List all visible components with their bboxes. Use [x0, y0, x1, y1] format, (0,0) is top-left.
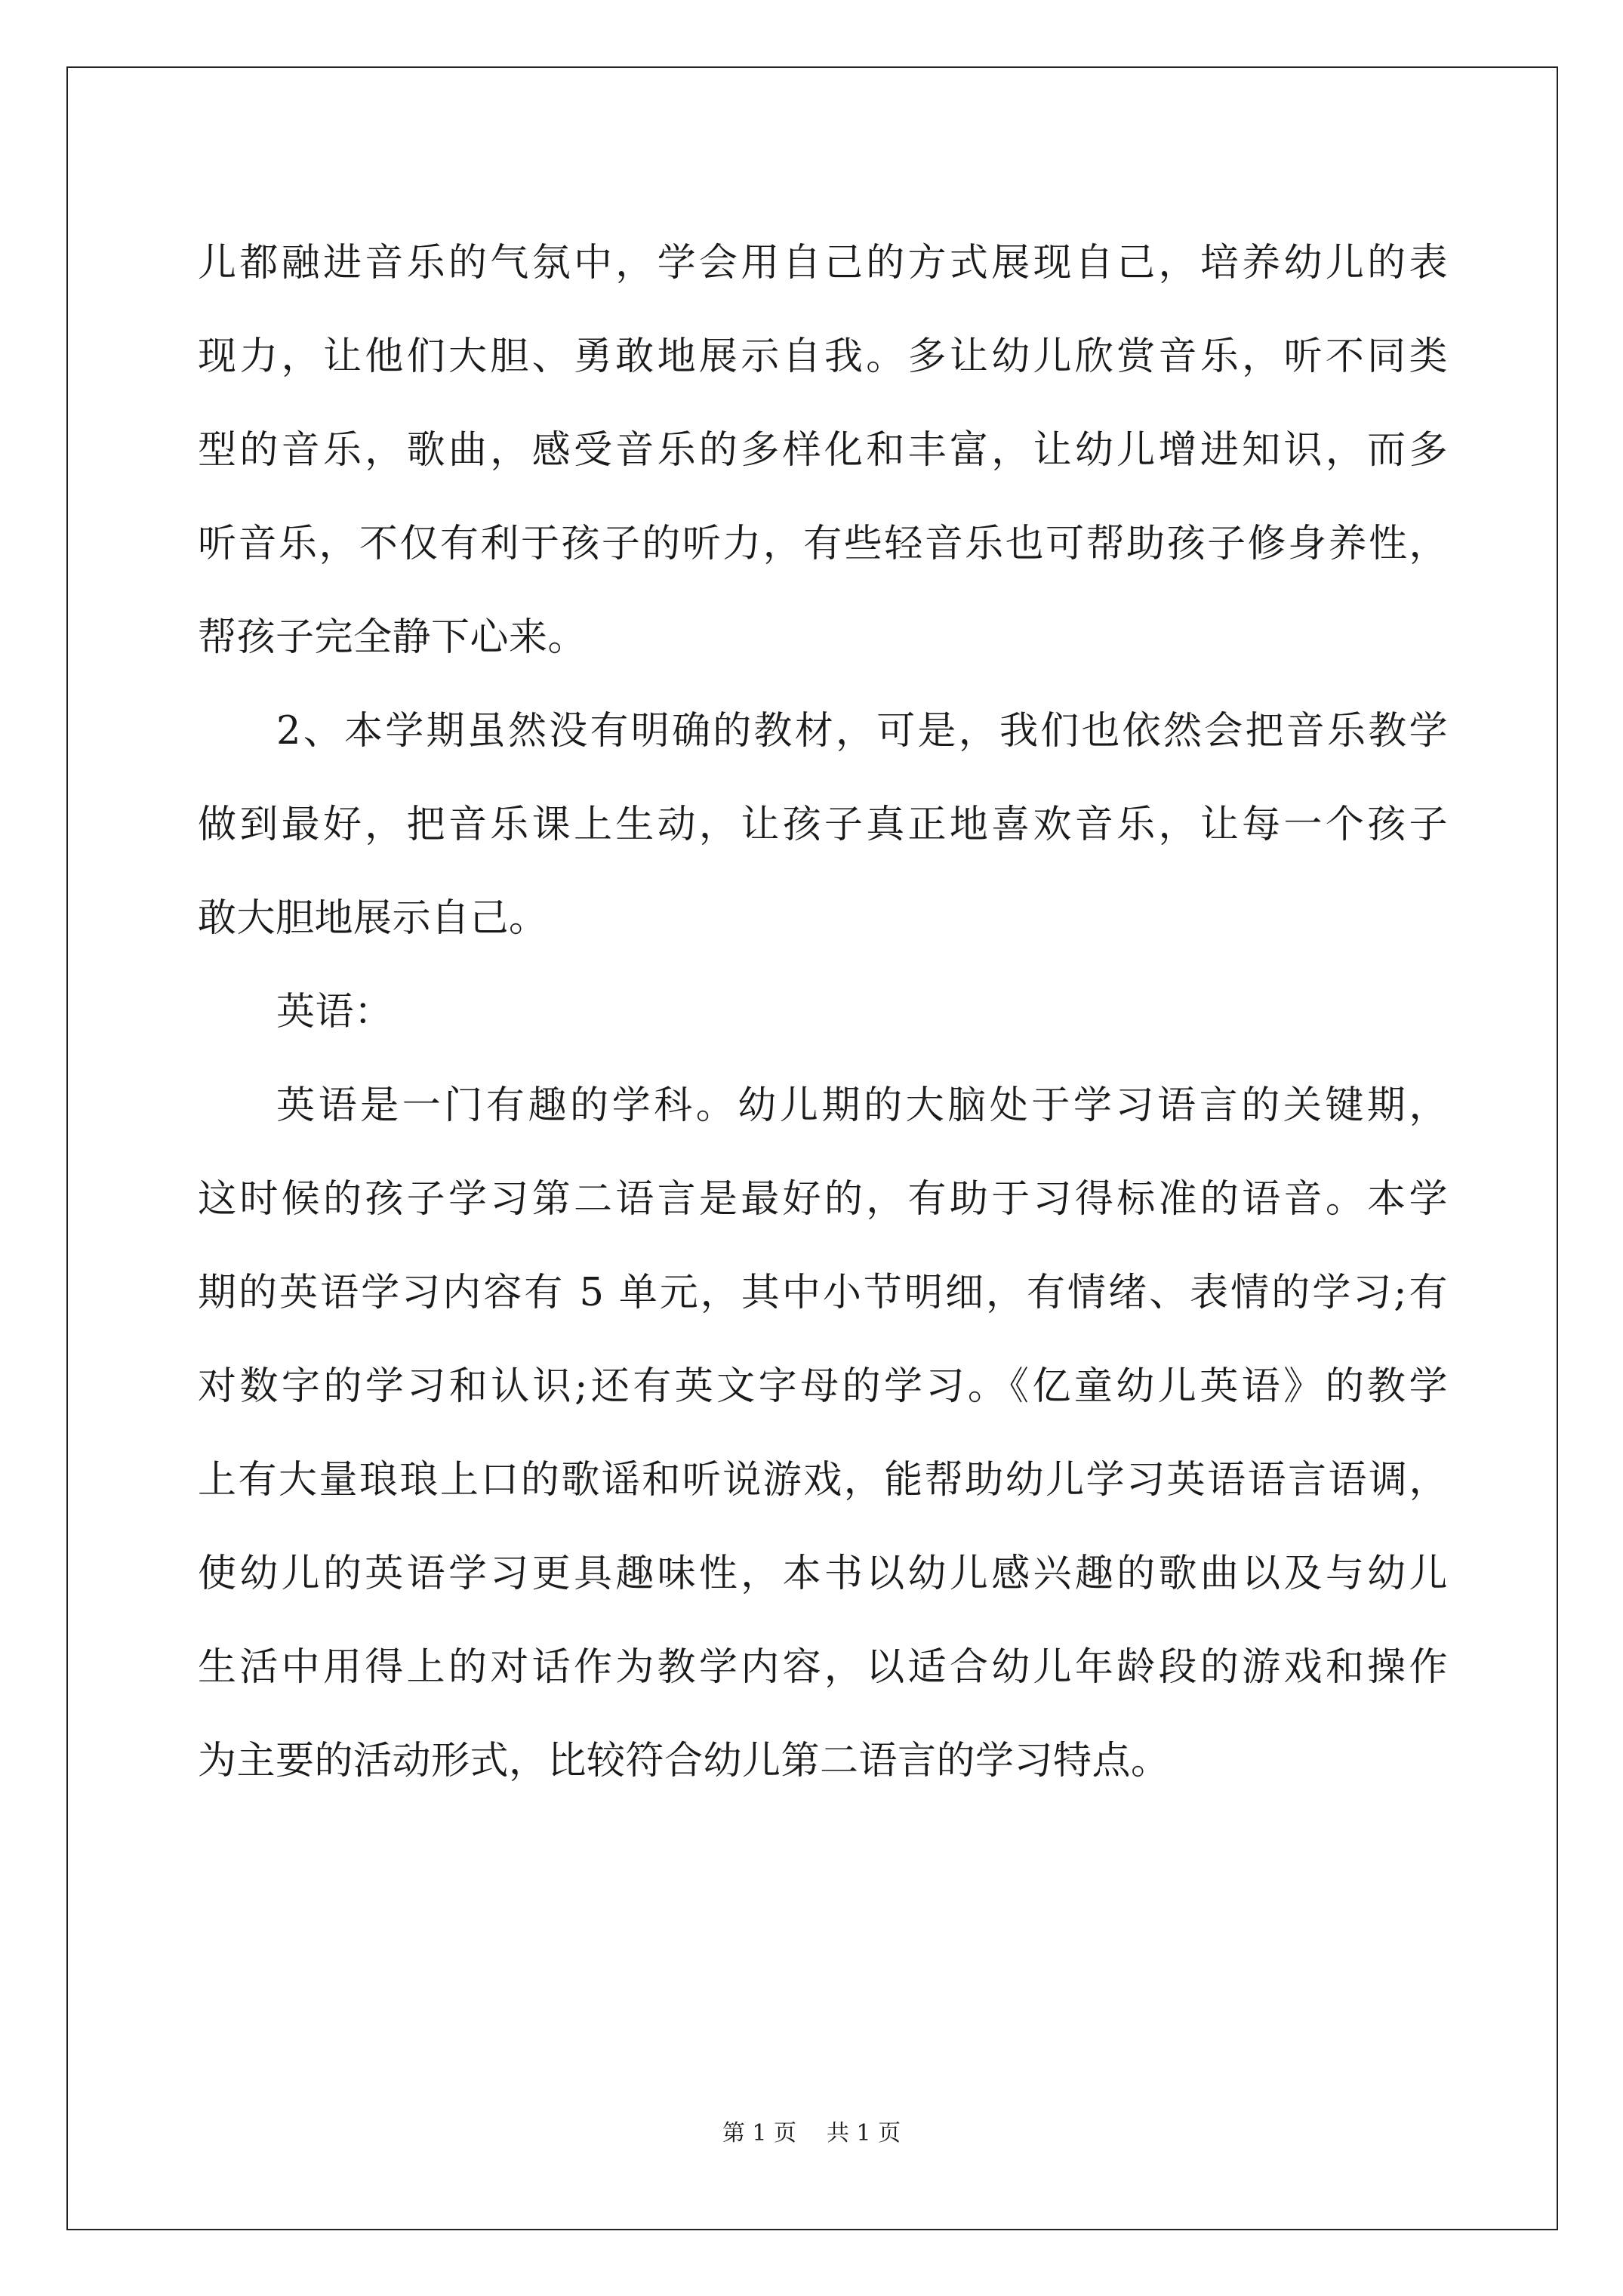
document-body	[198, 217, 1448, 1808]
paragraph-line: 为主要的活动形式，比较符合幼儿第二语言的学习特点。	[198, 1739, 1170, 1783]
paragraph-line: 英语是一门有趣的学科。幼儿期的大脑处于学习语言的关键期，	[276, 1083, 1448, 1128]
paragraph-line: 这时候的孩子学习第二语言是最好的，有助于习得标准的语音。本学	[198, 1177, 1448, 1222]
paragraph-line: 听音乐，不仅有利于孩子的听力，有些轻音乐也可帮助孩子修身养性，	[198, 522, 1448, 566]
paragraph-line: 2、本学期虽然没有明确的教材，可是，我们也依然会把音乐教学	[276, 709, 1448, 754]
paragraph-line: 使幼儿的英语学习更具趣味性，本书以幼儿感兴趣的歌曲以及与幼儿	[198, 1552, 1448, 1596]
paragraph-line: 生活中用得上的对话作为教学内容，以适合幼儿年龄段的游戏和操作	[198, 1645, 1448, 1690]
paragraph-line: 敢大胆地展示自己。	[198, 896, 548, 941]
section-heading: 英语：	[276, 990, 393, 1034]
paragraph-line: 儿都融进音乐的气氛中，学会用自己的方式展现自己，培养幼儿的表	[198, 241, 1448, 285]
page-number: 第 1 页	[722, 2120, 796, 2147]
paragraph-line: 做到最好，把音乐课上生动，让孩子真正地喜欢音乐，让每一个孩子	[198, 803, 1448, 847]
paragraph-line: 对数字的学习和认识;还有英文字母的学习。《亿童幼儿英语》的教学	[198, 1364, 1448, 1409]
paragraph-line: 型的音乐，歌曲，感受音乐的多样化和丰富，让幼儿增进知识，而多	[198, 428, 1448, 473]
paragraph-line: 期的英语学习内容有 5 单元，其中小节明细，有情绪、表情的学习;有	[198, 1271, 1448, 1315]
paragraph-line: 帮孩子完全静下心来。	[198, 615, 587, 660]
page-total: 共 1 页	[827, 2120, 901, 2147]
paragraph-line: 上有大量琅琅上口的歌谣和听说游戏，能帮助幼儿学习英语语言语调，	[198, 1458, 1448, 1502]
page-footer	[0, 2119, 1623, 2149]
paragraph-line: 现力，让他们大胆、勇敢地展示自我。多让幼儿欣赏音乐，听不同类	[198, 334, 1448, 379]
